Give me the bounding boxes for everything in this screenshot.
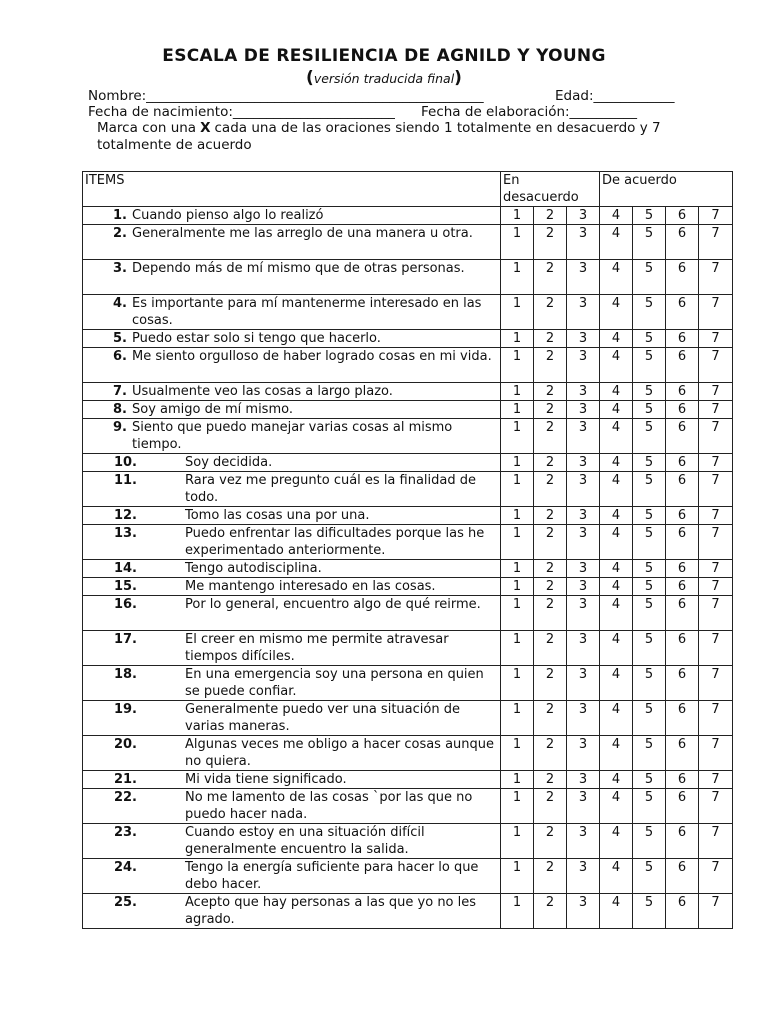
scale-option-4[interactable]: 4 (600, 260, 633, 295)
scale-option-6[interactable]: 6 (666, 295, 699, 330)
scale-option-3[interactable]: 3 (567, 472, 600, 507)
scale-option-6[interactable]: 6 (666, 789, 699, 824)
scale-option-6[interactable]: 6 (666, 330, 699, 348)
scale-option-7[interactable]: 7 (699, 666, 733, 701)
scale-option-1[interactable]: 1 (501, 401, 534, 419)
table-row (83, 894, 733, 929)
scale-option-1[interactable]: 1 (501, 419, 534, 454)
scale-option-6[interactable]: 6 (666, 560, 699, 578)
item-text: No me lamento de las cosas `por las que no puedo hacer nada. (185, 790, 473, 822)
item-number: 12. (113, 508, 137, 523)
table-row (83, 789, 733, 824)
scale-option-7[interactable]: 7 (699, 525, 733, 560)
scale-option-3[interactable]: 3 (567, 225, 600, 260)
item-cell (83, 859, 501, 894)
item-cell (83, 525, 501, 560)
item-cell (83, 330, 501, 348)
instruction-mark: X (200, 120, 211, 136)
scale-option-4[interactable]: 4 (600, 736, 633, 771)
scale-option-4[interactable]: 4 (600, 472, 633, 507)
scale-option-5[interactable]: 5 (633, 348, 666, 383)
scale-option-4[interactable]: 4 (600, 454, 633, 472)
item-cell (83, 507, 501, 525)
scale-option-2[interactable]: 2 (534, 859, 567, 894)
scale-option-1[interactable]: 1 (501, 560, 534, 578)
table-row (83, 596, 733, 631)
item-number: 1. (113, 208, 127, 223)
header-agree: De acuerdo (600, 172, 733, 207)
scale-option-4[interactable]: 4 (600, 383, 633, 401)
scale-option-6[interactable]: 6 (666, 701, 699, 736)
scale-option-5[interactable]: 5 (633, 383, 666, 401)
scale-option-5[interactable]: 5 (633, 419, 666, 454)
item-text: Dependo más de mí mismo que de otras personas. (132, 261, 465, 276)
scale-option-4[interactable]: 4 (600, 859, 633, 894)
table-row (83, 631, 733, 666)
scale-option-5[interactable]: 5 (633, 225, 666, 260)
scale-option-5[interactable]: 5 (633, 631, 666, 666)
item-number: 4. (113, 296, 127, 311)
scale-option-7[interactable]: 7 (699, 472, 733, 507)
scale-option-2[interactable]: 2 (534, 824, 567, 859)
scale-option-2[interactable]: 2 (534, 348, 567, 383)
scale-option-5[interactable]: 5 (633, 525, 666, 560)
scale-option-7[interactable]: 7 (699, 771, 733, 789)
scale-option-1[interactable]: 1 (501, 383, 534, 401)
item-number: 24. (113, 860, 137, 875)
fecha-nacimiento-field[interactable]: Fecha de nacimiento:________________________ (88, 104, 395, 120)
item-number: 23. (113, 825, 137, 840)
scale-option-3[interactable]: 3 (567, 330, 600, 348)
item-number: 2. (113, 226, 127, 241)
scale-option-6[interactable]: 6 (666, 419, 699, 454)
scale-option-4[interactable]: 4 (600, 401, 633, 419)
scale-option-3[interactable]: 3 (567, 454, 600, 472)
item-text: Generalmente me las arreglo de una manera u otra. (132, 226, 473, 241)
scale-option-5[interactable]: 5 (633, 454, 666, 472)
scale-option-6[interactable]: 6 (666, 348, 699, 383)
scale-option-3[interactable]: 3 (567, 383, 600, 401)
item-cell (83, 789, 501, 824)
item-number: 22. (113, 790, 137, 805)
scale-option-7[interactable]: 7 (699, 225, 733, 260)
table-row (83, 472, 733, 507)
scale-option-6[interactable]: 6 (666, 454, 699, 472)
scale-option-2[interactable]: 2 (534, 207, 567, 225)
scale-option-4[interactable]: 4 (600, 560, 633, 578)
scale-option-1[interactable]: 1 (501, 454, 534, 472)
scale-option-4[interactable]: 4 (600, 507, 633, 525)
scale-option-7[interactable]: 7 (699, 824, 733, 859)
table-row (83, 859, 733, 894)
item-text: Puedo estar solo si tengo que hacerlo. (132, 331, 381, 346)
scale-option-4[interactable]: 4 (600, 295, 633, 330)
item-number: 15. (113, 579, 137, 594)
table-row (83, 330, 733, 348)
scale-option-5[interactable]: 5 (633, 578, 666, 596)
scale-option-4[interactable]: 4 (600, 894, 633, 929)
scale-option-2[interactable]: 2 (534, 260, 567, 295)
scale-option-5[interactable]: 5 (633, 472, 666, 507)
scale-option-7[interactable]: 7 (699, 401, 733, 419)
item-number: 21. (113, 772, 137, 787)
scale-option-3[interactable]: 3 (567, 666, 600, 701)
scale-option-3[interactable]: 3 (567, 348, 600, 383)
scale-option-2[interactable]: 2 (534, 525, 567, 560)
scale-option-6[interactable]: 6 (666, 859, 699, 894)
item-text: Generalmente puedo ver una situación de varias maneras. (185, 702, 460, 734)
item-cell (83, 736, 501, 771)
item-number: 6. (113, 349, 127, 364)
scale-option-1[interactable]: 1 (501, 771, 534, 789)
scale-option-4[interactable]: 4 (600, 824, 633, 859)
scale-option-4[interactable]: 4 (600, 225, 633, 260)
scale-option-3[interactable]: 3 (567, 560, 600, 578)
scale-option-1[interactable]: 1 (501, 525, 534, 560)
scale-option-4[interactable]: 4 (600, 419, 633, 454)
scale-option-1[interactable]: 1 (501, 260, 534, 295)
scale-option-5[interactable]: 5 (633, 666, 666, 701)
item-cell (83, 383, 501, 401)
scale-option-1[interactable]: 1 (501, 330, 534, 348)
table-row (83, 419, 733, 454)
scale-option-3[interactable]: 3 (567, 525, 600, 560)
scale-option-7[interactable]: 7 (699, 578, 733, 596)
item-number: 5. (113, 331, 127, 346)
item-cell (83, 419, 501, 454)
scale-option-6[interactable]: 6 (666, 525, 699, 560)
scale-option-1[interactable]: 1 (501, 824, 534, 859)
scale-option-5[interactable]: 5 (633, 401, 666, 419)
scale-option-7[interactable]: 7 (699, 207, 733, 225)
scale-option-3[interactable]: 3 (567, 596, 600, 631)
scale-option-3[interactable]: 3 (567, 894, 600, 929)
scale-option-6[interactable]: 6 (666, 771, 699, 789)
item-text: Tengo autodisciplina. (185, 561, 322, 576)
scale-option-2[interactable]: 2 (534, 578, 567, 596)
table-row (83, 736, 733, 771)
subtitle-text: versión traducida final (313, 71, 455, 86)
scale-option-5[interactable]: 5 (633, 330, 666, 348)
scale-option-4[interactable]: 4 (600, 771, 633, 789)
scale-option-6[interactable]: 6 (666, 578, 699, 596)
scale-option-6[interactable]: 6 (666, 207, 699, 225)
scale-option-7[interactable]: 7 (699, 419, 733, 454)
scale-option-2[interactable]: 2 (534, 894, 567, 929)
item-number: 25. (113, 895, 137, 910)
scale-option-6[interactable]: 6 (666, 507, 699, 525)
scale-option-7[interactable]: 7 (699, 330, 733, 348)
scale-option-5[interactable]: 5 (633, 701, 666, 736)
item-cell (83, 631, 501, 666)
scale-option-2[interactable]: 2 (534, 330, 567, 348)
scale-option-5[interactable]: 5 (633, 260, 666, 295)
fecha-elaboracion-field[interactable]: Fecha de elaboración:__________ (421, 104, 638, 120)
table-row (83, 260, 733, 295)
item-text: Cuando pienso algo lo realizó (132, 208, 324, 223)
scale-option-1[interactable]: 1 (501, 736, 534, 771)
item-cell (83, 472, 501, 507)
scale-option-2[interactable]: 2 (534, 419, 567, 454)
scale-option-2[interactable]: 2 (534, 225, 567, 260)
scale-option-6[interactable]: 6 (666, 894, 699, 929)
scale-option-6[interactable]: 6 (666, 225, 699, 260)
table-row (83, 348, 733, 383)
item-cell (83, 348, 501, 383)
scale-option-1[interactable]: 1 (501, 472, 534, 507)
table-row (83, 578, 733, 596)
table-row (83, 771, 733, 789)
scale-option-3[interactable]: 3 (567, 771, 600, 789)
scale-option-1[interactable]: 1 (501, 631, 534, 666)
scale-option-4[interactable]: 4 (600, 666, 633, 701)
scale-option-2[interactable]: 2 (534, 736, 567, 771)
scale-option-5[interactable]: 5 (633, 596, 666, 631)
item-cell (83, 894, 501, 929)
item-number: 10. (113, 455, 137, 470)
scale-option-2[interactable]: 2 (534, 295, 567, 330)
scale-option-5[interactable]: 5 (633, 560, 666, 578)
item-text: Tomo las cosas una por una. (185, 508, 370, 523)
item-number: 20. (113, 737, 137, 752)
scale-option-6[interactable]: 6 (666, 260, 699, 295)
instruction-after: cada una de las oraciones siendo 1 totalmente en desacuerdo y 7 totalmente de acuerdo (97, 120, 661, 153)
item-cell (83, 824, 501, 859)
item-number: 19. (113, 702, 137, 717)
scale-option-6[interactable]: 6 (666, 736, 699, 771)
scale-option-7[interactable]: 7 (699, 260, 733, 295)
table-row (83, 207, 733, 225)
scale-option-3[interactable]: 3 (567, 631, 600, 666)
table-row (83, 295, 733, 330)
scale-option-2[interactable]: 2 (534, 472, 567, 507)
scale-option-4[interactable]: 4 (600, 578, 633, 596)
scale-option-1[interactable]: 1 (501, 295, 534, 330)
item-text: Me siento orgulloso de haber logrado cosas en mi vida. (132, 349, 492, 364)
scale-option-3[interactable]: 3 (567, 859, 600, 894)
item-cell (83, 207, 501, 225)
scale-option-2[interactable]: 2 (534, 701, 567, 736)
scale-option-3[interactable]: 3 (567, 701, 600, 736)
scale-option-3[interactable]: 3 (567, 295, 600, 330)
scale-option-7[interactable]: 7 (699, 631, 733, 666)
item-text: Acepto que hay personas a las que yo no les agrado. (185, 895, 477, 927)
document-title: ESCALA DE RESILIENCIA DE AGNILD Y YOUNG (162, 46, 606, 66)
scale-option-1[interactable]: 1 (501, 859, 534, 894)
scale-option-1[interactable]: 1 (501, 225, 534, 260)
scale-option-1[interactable]: 1 (501, 207, 534, 225)
scale-option-7[interactable]: 7 (699, 701, 733, 736)
scale-option-4[interactable]: 4 (600, 348, 633, 383)
scale-option-6[interactable]: 6 (666, 631, 699, 666)
scale-option-2[interactable]: 2 (534, 631, 567, 666)
item-text: En una emergencia soy una persona en quien se puede confiar. (185, 667, 484, 699)
scale-option-5[interactable]: 5 (633, 771, 666, 789)
scale-option-2[interactable]: 2 (534, 401, 567, 419)
item-number: 3. (113, 261, 127, 276)
scale-option-4[interactable]: 4 (600, 789, 633, 824)
scale-option-4[interactable]: 4 (600, 631, 633, 666)
document-subtitle (0, 68, 768, 88)
item-number: 18. (113, 667, 137, 682)
scale-option-4[interactable]: 4 (600, 525, 633, 560)
table-row (83, 225, 733, 260)
scale-option-2[interactable]: 2 (534, 560, 567, 578)
scale-option-7[interactable]: 7 (699, 507, 733, 525)
scale-option-1[interactable]: 1 (501, 894, 534, 929)
scale-option-2[interactable]: 2 (534, 507, 567, 525)
item-cell (83, 560, 501, 578)
instruction-before: Marca con una (97, 120, 197, 136)
item-text: Puedo enfrentar las dificultades porque las he experimentado anteriormente. (185, 526, 485, 558)
scale-option-6[interactable]: 6 (666, 472, 699, 507)
subtitle-open-paren: ( (306, 68, 314, 88)
scale-option-7[interactable]: 7 (699, 789, 733, 824)
item-text: Siento que puedo manejar varias cosas al mismo tiempo. (132, 420, 453, 452)
table-header-row (83, 172, 733, 207)
scale-option-7[interactable]: 7 (699, 596, 733, 631)
scale-option-2[interactable]: 2 (534, 666, 567, 701)
item-cell (83, 260, 501, 295)
scale-option-7[interactable]: 7 (699, 383, 733, 401)
item-text: Es importante para mí mantenerme interesado en las cosas. (132, 296, 482, 328)
scale-option-3[interactable]: 3 (567, 736, 600, 771)
scale-option-1[interactable]: 1 (501, 596, 534, 631)
scale-option-5[interactable]: 5 (633, 894, 666, 929)
item-text: Tengo la energía suficiente para hacer lo que debo hacer. (185, 860, 479, 892)
scale-option-4[interactable]: 4 (600, 596, 633, 631)
table-row (83, 383, 733, 401)
item-text: Soy decidida. (185, 455, 273, 470)
scale-option-3[interactable]: 3 (567, 507, 600, 525)
item-number: 11. (113, 473, 137, 488)
scale-option-3[interactable]: 3 (567, 401, 600, 419)
scale-option-2[interactable]: 2 (534, 454, 567, 472)
scale-option-2[interactable]: 2 (534, 383, 567, 401)
scale-option-1[interactable]: 1 (501, 348, 534, 383)
scale-option-3[interactable]: 3 (567, 260, 600, 295)
scale-option-7[interactable]: 7 (699, 348, 733, 383)
table-row (83, 525, 733, 560)
table-row (83, 507, 733, 525)
header-items: ITEMS (83, 172, 501, 207)
scale-option-6[interactable]: 6 (666, 401, 699, 419)
item-text: Cuando estoy en una situación difícil generalmente encuentro la salida. (185, 825, 425, 857)
item-text: Me mantengo interesado en las cosas. (185, 579, 436, 594)
item-cell (83, 295, 501, 330)
table-row (83, 824, 733, 859)
scale-option-1[interactable]: 1 (501, 578, 534, 596)
scale-option-1[interactable]: 1 (501, 789, 534, 824)
scale-option-3[interactable]: 3 (567, 824, 600, 859)
item-number: 9. (113, 420, 127, 435)
item-text: Por lo general, encuentro algo de qué reirme. (185, 597, 481, 612)
scale-option-1[interactable]: 1 (501, 666, 534, 701)
item-number: 17. (113, 632, 137, 647)
scale-option-2[interactable]: 2 (534, 789, 567, 824)
scale-option-5[interactable]: 5 (633, 207, 666, 225)
subtitle-close-paren: ) (454, 68, 462, 88)
scale-option-6[interactable]: 6 (666, 666, 699, 701)
item-text: Usualmente veo las cosas a largo plazo. (132, 384, 393, 399)
scale-option-4[interactable]: 4 (600, 330, 633, 348)
scale-option-6[interactable]: 6 (666, 596, 699, 631)
scale-option-3[interactable]: 3 (567, 419, 600, 454)
scale-option-6[interactable]: 6 (666, 824, 699, 859)
scale-option-4[interactable]: 4 (600, 207, 633, 225)
scale-option-7[interactable]: 7 (699, 560, 733, 578)
table-row (83, 560, 733, 578)
scale-option-2[interactable]: 2 (534, 771, 567, 789)
table-row (83, 701, 733, 736)
item-cell (83, 401, 501, 419)
item-cell (83, 666, 501, 701)
scale-option-7[interactable]: 7 (699, 894, 733, 929)
scale-option-7[interactable]: 7 (699, 859, 733, 894)
nombre-field[interactable]: Nombre:__________________________________________________ (88, 88, 484, 104)
scale-option-3[interactable]: 3 (567, 578, 600, 596)
header-disagree: En desacuerdo (501, 172, 600, 207)
item-cell (83, 225, 501, 260)
item-number: 14. (113, 561, 137, 576)
item-cell (83, 454, 501, 472)
item-cell (83, 701, 501, 736)
item-text: Soy amigo de mí mismo. (132, 402, 293, 417)
item-number: 8. (113, 402, 127, 417)
item-number: 7. (113, 384, 127, 399)
scale-option-7[interactable]: 7 (699, 295, 733, 330)
scale-option-5[interactable]: 5 (633, 789, 666, 824)
scale-option-5[interactable]: 5 (633, 859, 666, 894)
scale-option-1[interactable]: 1 (501, 701, 534, 736)
item-cell (83, 771, 501, 789)
item-text: Algunas veces me obligo a hacer cosas aunque no quiera. (185, 737, 495, 769)
item-cell (83, 596, 501, 631)
item-text: Rara vez me pregunto cuál es la finalidad de todo. (185, 473, 477, 505)
scale-option-5[interactable]: 5 (633, 824, 666, 859)
instruction-text (97, 120, 717, 154)
scale-option-7[interactable]: 7 (699, 736, 733, 771)
table-row (83, 666, 733, 701)
scale-option-5[interactable]: 5 (633, 295, 666, 330)
scale-option-1[interactable]: 1 (501, 507, 534, 525)
table-row (83, 454, 733, 472)
item-number: 16. (113, 597, 137, 612)
item-cell (83, 578, 501, 596)
scale-option-7[interactable]: 7 (699, 454, 733, 472)
scale-option-5[interactable]: 5 (633, 507, 666, 525)
item-number: 13. (113, 526, 137, 541)
scale-option-3[interactable]: 3 (567, 207, 600, 225)
scale-option-6[interactable]: 6 (666, 383, 699, 401)
scale-option-3[interactable]: 3 (567, 789, 600, 824)
resilience-scale-table (82, 171, 733, 929)
table-row (83, 401, 733, 419)
scale-option-4[interactable]: 4 (600, 701, 633, 736)
item-text: El creer en mismo me permite atravesar tiempos difíciles. (185, 632, 449, 664)
item-text: Mi vida tiene significado. (185, 772, 347, 787)
scale-option-2[interactable]: 2 (534, 596, 567, 631)
scale-option-5[interactable]: 5 (633, 736, 666, 771)
edad-field[interactable]: Edad:____________ (555, 88, 675, 104)
